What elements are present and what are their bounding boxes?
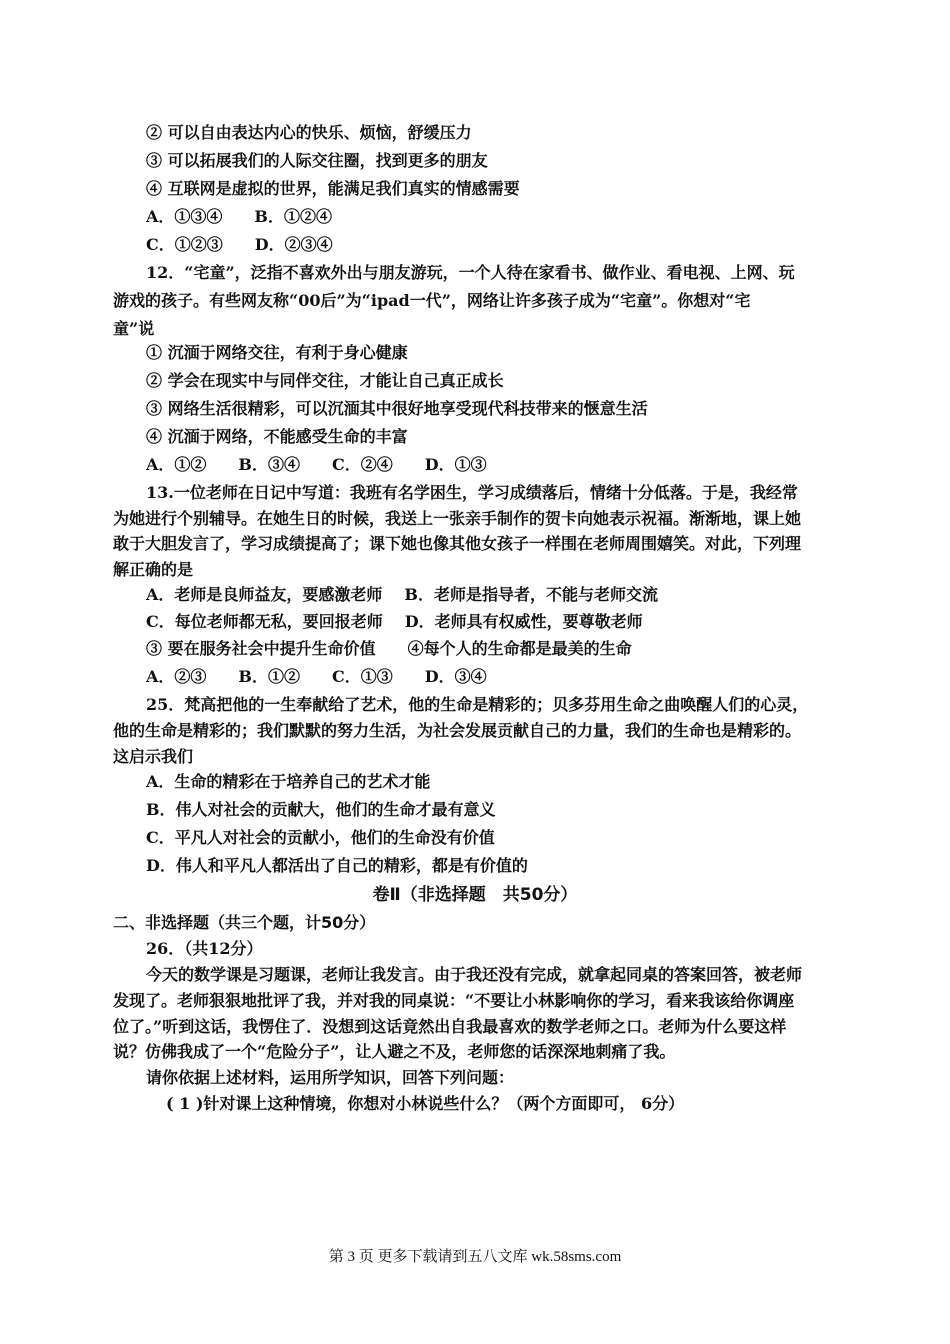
q12-stem-line-3: 童”说: [113, 319, 155, 338]
q11-answer-d: D．②③④: [254, 235, 333, 254]
extra-option-4: ④每个人的生命都是最美的生命: [407, 639, 632, 658]
q12-option-4: ④ 沉湎于网络，不能感受生命的丰富: [146, 427, 408, 446]
q12-answer-c: C．②④: [331, 455, 393, 474]
q26-material-line-4: 说？仿佛我成了一个“危险分子”，让人避之不及，老师您的话深深地刺痛了我。: [113, 1042, 676, 1061]
q13-answer-c: C．每位老师都无私，要回报老师: [146, 612, 383, 631]
q11-answer-b: B．①②④: [254, 207, 332, 226]
q11-answer-c: C．①②③: [146, 235, 223, 254]
q25-answer-c: C．平凡人对社会的贡献小，他们的生命没有价值: [146, 828, 495, 847]
q12-answers: [0, 451, 950, 479]
q26-material-line-2: 发现了。老师狠狠地批评了我，并对我的同桌说：“不要让小林影响你的学习，看来我该给你调座: [113, 991, 795, 1010]
q12-answer-a: A．①②: [146, 455, 207, 474]
q13-stem-line-1: 13.一位老师在日记中写道：我班有名学困生，学习成绩落后，情绪十分低落。于是，我经常: [146, 483, 798, 502]
q25-answer-a: A．生命的精彩在于培养自己的艺术才能: [146, 772, 431, 791]
q26-material-line-3: 位了。”听到这话，我愣住了．没想到这话竟然出自我最喜欢的数学老师之口。老师为什么要这样: [113, 1017, 787, 1036]
part-2-title: 卷Ⅱ（非选择题 共50分）: [372, 885, 578, 905]
q12-option-3: ③ 网络生活很精彩，可以沉湎其中很好地享受现代科技带来的惬意生活: [146, 399, 648, 418]
q25-stem-line-2: 他的生命是精彩的；我们默默的努力生活，为社会发展贡献自己的力量，我们的生命也是精彩的。: [113, 721, 802, 740]
extra-answers: [0, 663, 950, 691]
extra-answer-b: B．①②: [238, 667, 300, 686]
page-footer: 第 3 页 更多下载请到五八文库 wk.58sms.com: [328, 1249, 622, 1265]
q26-instruction: 请你依据上述材料，运用所学知识，回答下列问题：: [146, 1068, 515, 1087]
q13-answer-a: A．老师是良师益友，要感激老师: [146, 585, 383, 604]
q11-answers-cd: [0, 231, 950, 259]
section-2-heading: 二、非选择题（共三个题，计50分）: [113, 913, 376, 932]
extra-option-3: ③ 要在服务社会中提升生命价值: [146, 639, 376, 658]
q12-answer-d: D．①③: [424, 455, 487, 474]
q25-answer-b: B．伟人对社会的贡献大，他们的生命才最有意义: [146, 800, 496, 819]
q11-option-3: ③ 可以拓展我们的人际交往圈，找到更多的朋友: [146, 151, 488, 170]
q12-answer-b: B．③④: [238, 455, 300, 474]
q26-subquestion-1: ( 1 )针对课上这种情境，你想对小林说些什么？（两个方面即可， 6分）: [166, 1094, 685, 1113]
q12-option-1: ① 沉湎于网络交往，有利于身心健康: [146, 343, 408, 362]
q11-answer-a: A．①③④: [146, 207, 223, 226]
q13-stem-line-3: 敢于大胆发言了，学习成绩提高了；课下她也像其他女孩子一样围在老师周围嬉笑。对此，下列理: [113, 534, 802, 553]
q13-answers-ab: [0, 581, 950, 609]
q26-material-line-1: 今天的数学课是习题课，老师让我发言。由于我还没有完成，就拿起同桌的答案回答，被老师: [146, 965, 803, 984]
q12-stem-line-2: 游戏的孩子。有些网友称“00后”为“ipad一代”，网络让许多孩子成为“宅童”。你想对“宅: [113, 291, 751, 310]
q12-option-2: ② 学会在现实中与同伴交往，才能让自己真正成长: [146, 371, 504, 390]
q12-stem-line-1: 12．“宅童”，泛指不喜欢外出与朋友游玩，一个人待在家看书、做作业、看电视、上网、玩: [146, 263, 795, 282]
extra-options: [0, 635, 950, 663]
extra-answer-a: A．②③: [146, 667, 207, 686]
q25-stem-line-3: 这启示我们: [113, 747, 194, 766]
q25-stem-line-1: 25．梵高把他的一生奉献给了艺术，他的生命是精彩的；贝多芬用生命之曲唤醒人们的心灵，: [146, 695, 809, 714]
q13-answer-d: D．老师具有权威性，要尊敬老师: [404, 612, 643, 631]
q13-stem-line-2: 为她进行个别辅导。在她生日的时候，我送上一张亲手制作的贺卡向她表示祝福。渐渐地，课上她: [113, 509, 802, 528]
q13-answers-cd: [0, 608, 950, 636]
q25-answer-d: D．伟人和平凡人都活出了自己的精彩，都是有价值的: [146, 856, 528, 875]
q11-option-4: ④ 互联网是虚拟的世界，能满足我们真实的情感需要: [146, 179, 520, 198]
q26-heading: 26．（共12分）: [146, 939, 263, 958]
extra-answer-d: D．③④: [424, 667, 487, 686]
extra-answer-c: C．①③: [331, 667, 393, 686]
q13-answer-b: B．老师是指导者，不能与老师交流: [404, 585, 658, 604]
q13-stem-line-4: 解正确的是: [113, 560, 194, 579]
q11-answers-ab: [0, 203, 950, 231]
q11-option-2: ② 可以自由表达内心的快乐、烦恼，舒缓压力: [146, 123, 472, 142]
